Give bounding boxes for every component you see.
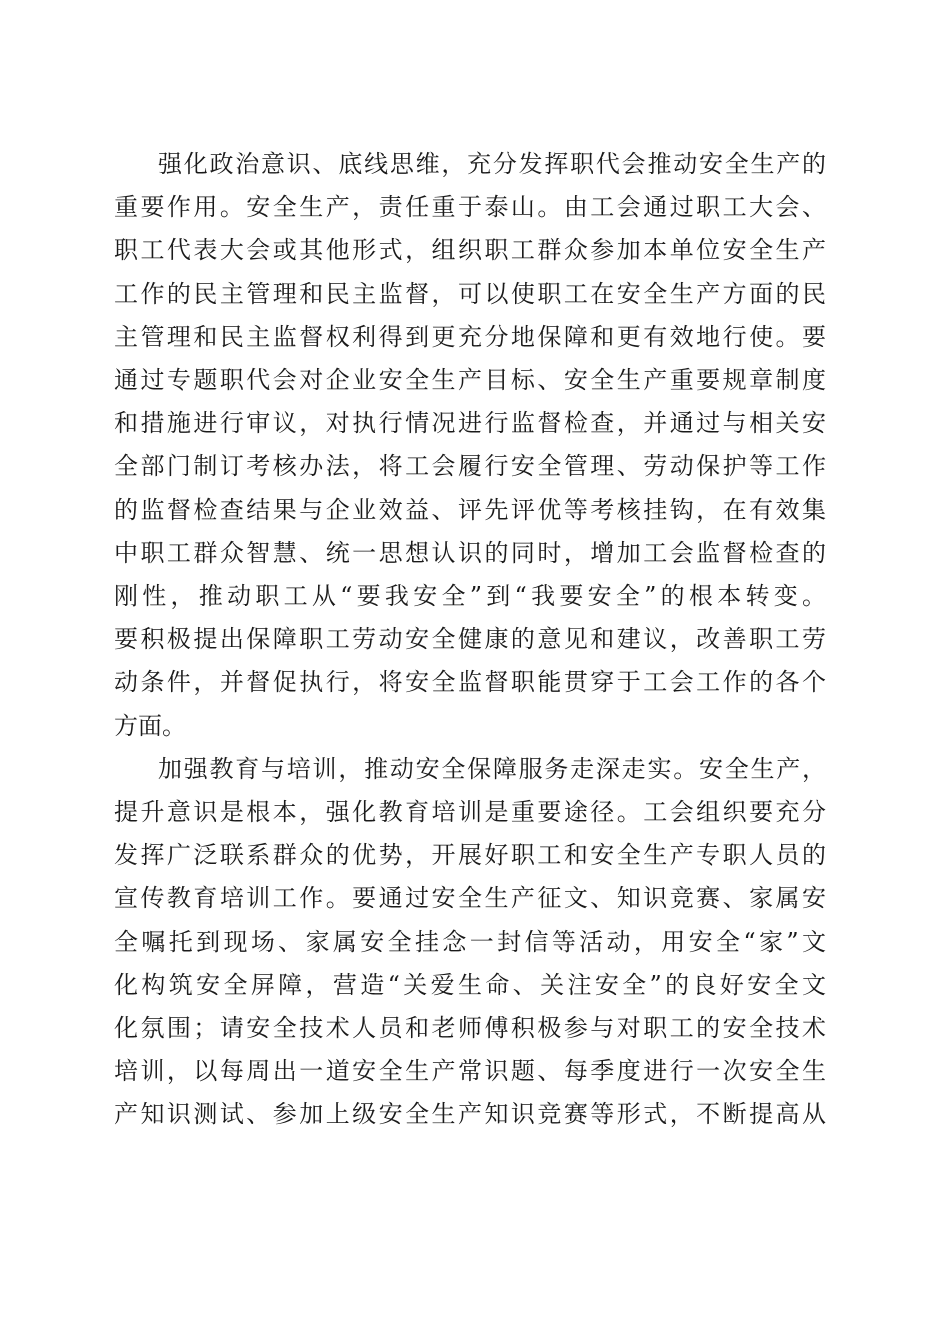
paragraph-line: 宣传教育培训工作。要通过安全生产征文、知识竞赛、家属安 — [114, 884, 826, 913]
paragraph-line: 刚性，推动职工从“要我安全”到“我要安全”的根本转变。 — [114, 582, 826, 611]
paragraph-line: 化构筑安全屏障，营造“关爱生命、关注安全”的良好安全文 — [114, 970, 826, 999]
paragraph-line: 化氛围；请安全技术人员和老师傅积极参与对职工的安全技术 — [114, 1014, 826, 1043]
paragraph-line: 强化政治意识、底线思维，充分发挥职代会推动安全生产的 — [158, 150, 826, 178]
paragraph-education-training — [114, 748, 826, 1137]
paragraph-line: 重要作用。安全生产，责任重于泰山。由工会通过职工大会、 — [114, 193, 826, 222]
paragraph-line: 全嘱托到现场、家属安全挂念一封信等活动，用安全“家”文 — [114, 927, 826, 956]
paragraph-line: 加强教育与培训，推动安全保障服务走深走实。安全生产， — [158, 754, 826, 783]
paragraph-line: 主管理和民主监督权利得到更充分地保障和更有效地行使。要 — [114, 322, 826, 351]
paragraph-line: 中职工群众智慧、统一思想认识的同时，增加工会监督检查的 — [114, 538, 826, 567]
paragraph-line: 发挥广泛联系群众的优势，开展好职工和安全生产专职人员的 — [114, 841, 826, 870]
paragraph-line: 工作的民主管理和民主监督，可以使职工在安全生产方面的民 — [114, 279, 826, 308]
paragraph-line: 动条件，并督促执行，将安全监督职能贯穿于工会工作的各个 — [114, 668, 826, 697]
paragraph-line: 和措施进行审议，对执行情况进行监督检查，并通过与相关安 — [114, 409, 826, 438]
document-body — [114, 143, 826, 1137]
paragraph-line: 要积极提出保障职工劳动安全健康的意见和建议，改善职工劳 — [114, 625, 826, 654]
paragraph-line: 产知识测试、参加上级安全生产知识竞赛等形式，不断提高从 — [114, 1100, 826, 1129]
paragraph-safety-supervision — [114, 143, 826, 748]
paragraph-line: 职工代表大会或其他形式，组织职工群众参加本单位安全生产 — [114, 236, 826, 265]
paragraph-line: 通过专题职代会对企业安全生产目标、安全生产重要规章制度 — [114, 366, 826, 395]
paragraph-line: 全部门制订考核办法，将工会履行安全管理、劳动保护等工作 — [114, 452, 826, 481]
paragraph-line: 提升意识是根本，强化教育培训是重要途径。工会组织要充分 — [114, 798, 826, 827]
paragraph-line: 方面。 — [114, 711, 186, 740]
paragraph-line: 的监督检查结果与企业效益、评先评优等考核挂钩，在有效集 — [114, 495, 826, 524]
paragraph-line: 培训，以每周出一道安全生产常识题、每季度进行一次安全生 — [114, 1057, 826, 1086]
